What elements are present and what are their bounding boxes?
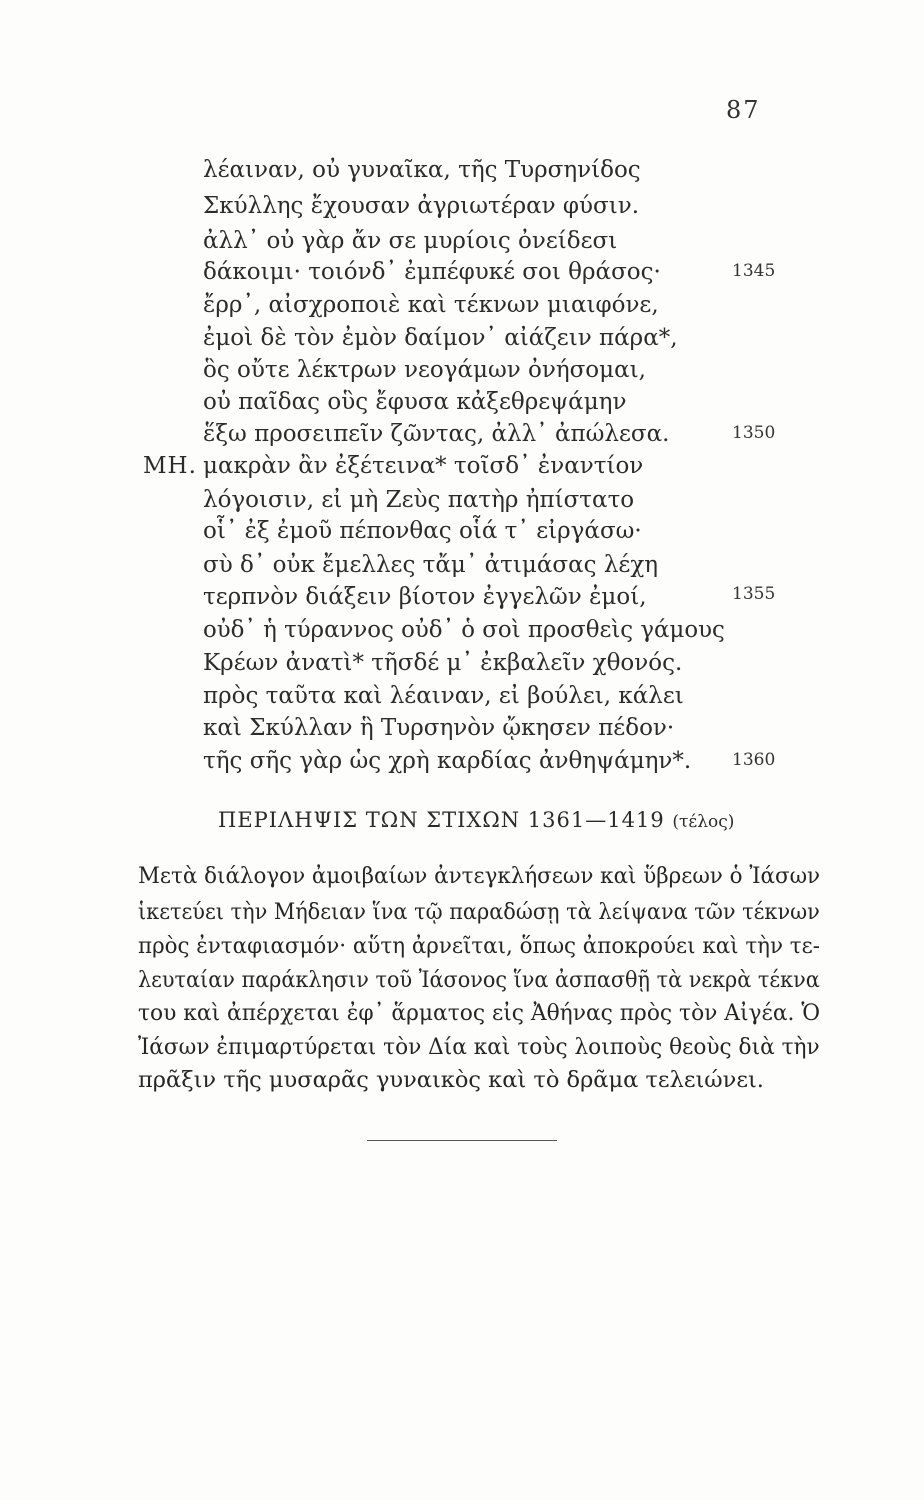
verse-line-text: ὃς οὔτε λέκτρων νεογάμων ὀνήσομαι, xyxy=(203,357,646,383)
line-number: 1345 xyxy=(732,261,776,281)
verse-line-text: λέαιναν, οὐ γυναῖκα, τῆς Τυρσηνίδος xyxy=(203,157,641,183)
verse-line-text: ἀλλ᾿ οὐ γὰρ ἄν σε μυρίοις ὀνείδεσι xyxy=(203,228,618,254)
line-number: 1355 xyxy=(732,584,776,604)
verse-line-text: ἕξω προσειπεῖν ζῶντας, ἀλλ᾿ ἀπώλεσα. xyxy=(203,421,670,447)
page-number: 87 xyxy=(726,96,761,124)
summary-line: του καὶ ἀπέρχεται ἐφ᾿ ἅρματος εἰς Ἀθήνας πρὸς τὸν Αἰγέα. Ὁ xyxy=(138,1000,821,1026)
line-number: 1360 xyxy=(732,750,776,770)
verse-line-text: ἔρρ᾿, αἰσχροποιὲ καὶ τέκνων μιαιφόνε, xyxy=(203,292,659,318)
verse-line-text: ἐμοὶ δὲ τὸν ἐμὸν δαίμον᾿ αἰάζειν πάρα*, xyxy=(203,325,678,351)
summary-line: πρᾶξιν τῆς μυσαρᾶς γυναικὸς καὶ τὸ δρᾶμα τελειώνει. xyxy=(138,1067,764,1093)
summary-line: πρὸς ἐνταφιασμόν· αὕτη ἀρνεῖται, ὅπως ἀποκρούει καὶ τὴν τε- xyxy=(138,933,820,959)
verse-line-text: οἷ᾿ ἐξ ἐμοῦ πέπονθας οἷά τ᾿ εἰργάσω· xyxy=(203,518,642,544)
verse-line-text: μακρὰν ἂν ἐξέτεινα* τοῖσδ᾿ ἐναντίον xyxy=(203,453,644,479)
section-heading-note: (τέλος) xyxy=(672,812,735,832)
end-divider-rule xyxy=(367,1140,557,1141)
verse-line-text: τερπνὸν διάξειν βίοτον ἐγγελῶν ἐμοί, xyxy=(203,584,647,610)
summary-line: ἱκετεύει τὴν Μήδειαν ἵνα τῷ παραδώσῃ τὰ λείψανα τῶν τέκνων xyxy=(138,899,820,925)
speaker-label: ΜΗ. xyxy=(143,453,197,479)
verse-line-text: πρὸς ταῦτα καὶ λέαιναν, εἰ βούλει, κάλει xyxy=(203,683,684,709)
verse-line-text: λόγοισιν, εἰ μὴ Ζεὺς πατὴρ ἠπίστατο xyxy=(203,487,635,513)
line-number: 1350 xyxy=(732,423,776,443)
summary-line: λευταίαν παράκλησιν τοῦ Ἰάσονος ἵνα ἀσπασθῇ τὰ νεκρὰ τέκνα xyxy=(138,967,820,993)
verse-line-text: οὐδ᾿ ἡ τύραννος οὐδ᾿ ὁ σοὶ προσθεὶς γάμους xyxy=(203,617,725,643)
verse-line-text: δάκοιμι· τοιόνδ᾿ ἐμπέφυκέ σοι θράσος· xyxy=(203,259,661,285)
summary-line: Ἰάσων ἐπιμαρτύρεται τὸν Δία καὶ τοὺς λοιποὺς θεοὺς διὰ τὴν xyxy=(138,1034,820,1060)
verse-line-text: οὐ παῖδας οὓς ἔφυσα κἀξεθρεψάμην xyxy=(203,389,627,415)
verse-line-text: σὺ δ᾿ οὐκ ἔμελλες τἄμ᾿ ἀτιμάσας λέχη xyxy=(203,552,659,578)
verse-line-text: Κρέων ἀνατὶ* τῆσδέ μ᾿ ἐκβαλεῖν χθονός. xyxy=(203,650,683,676)
section-heading-title: ΠΕΡΙΛΗΨΙΣ ΤΩΝ ΣΤΙΧΩΝ 1361—1419 xyxy=(218,808,665,832)
verse-line-text: τῆς σῆς γὰρ ὡς χρὴ καρδίας ἀνθηψάμην*. xyxy=(203,748,692,774)
section-heading xyxy=(218,808,734,832)
summary-line: Μετὰ διάλογον ἀμοιβαίων ἀντεγκλήσεων καὶ ὕβρεων ὁ Ἰάσων xyxy=(138,863,821,889)
verse-line-text: καὶ Σκύλλαν ἣ Τυρσηνὸν ᾤκησεν πέδον· xyxy=(203,715,675,741)
verse-line-text: Σκύλλης ἔχουσαν ἀγριωτέραν φύσιν. xyxy=(203,193,640,219)
